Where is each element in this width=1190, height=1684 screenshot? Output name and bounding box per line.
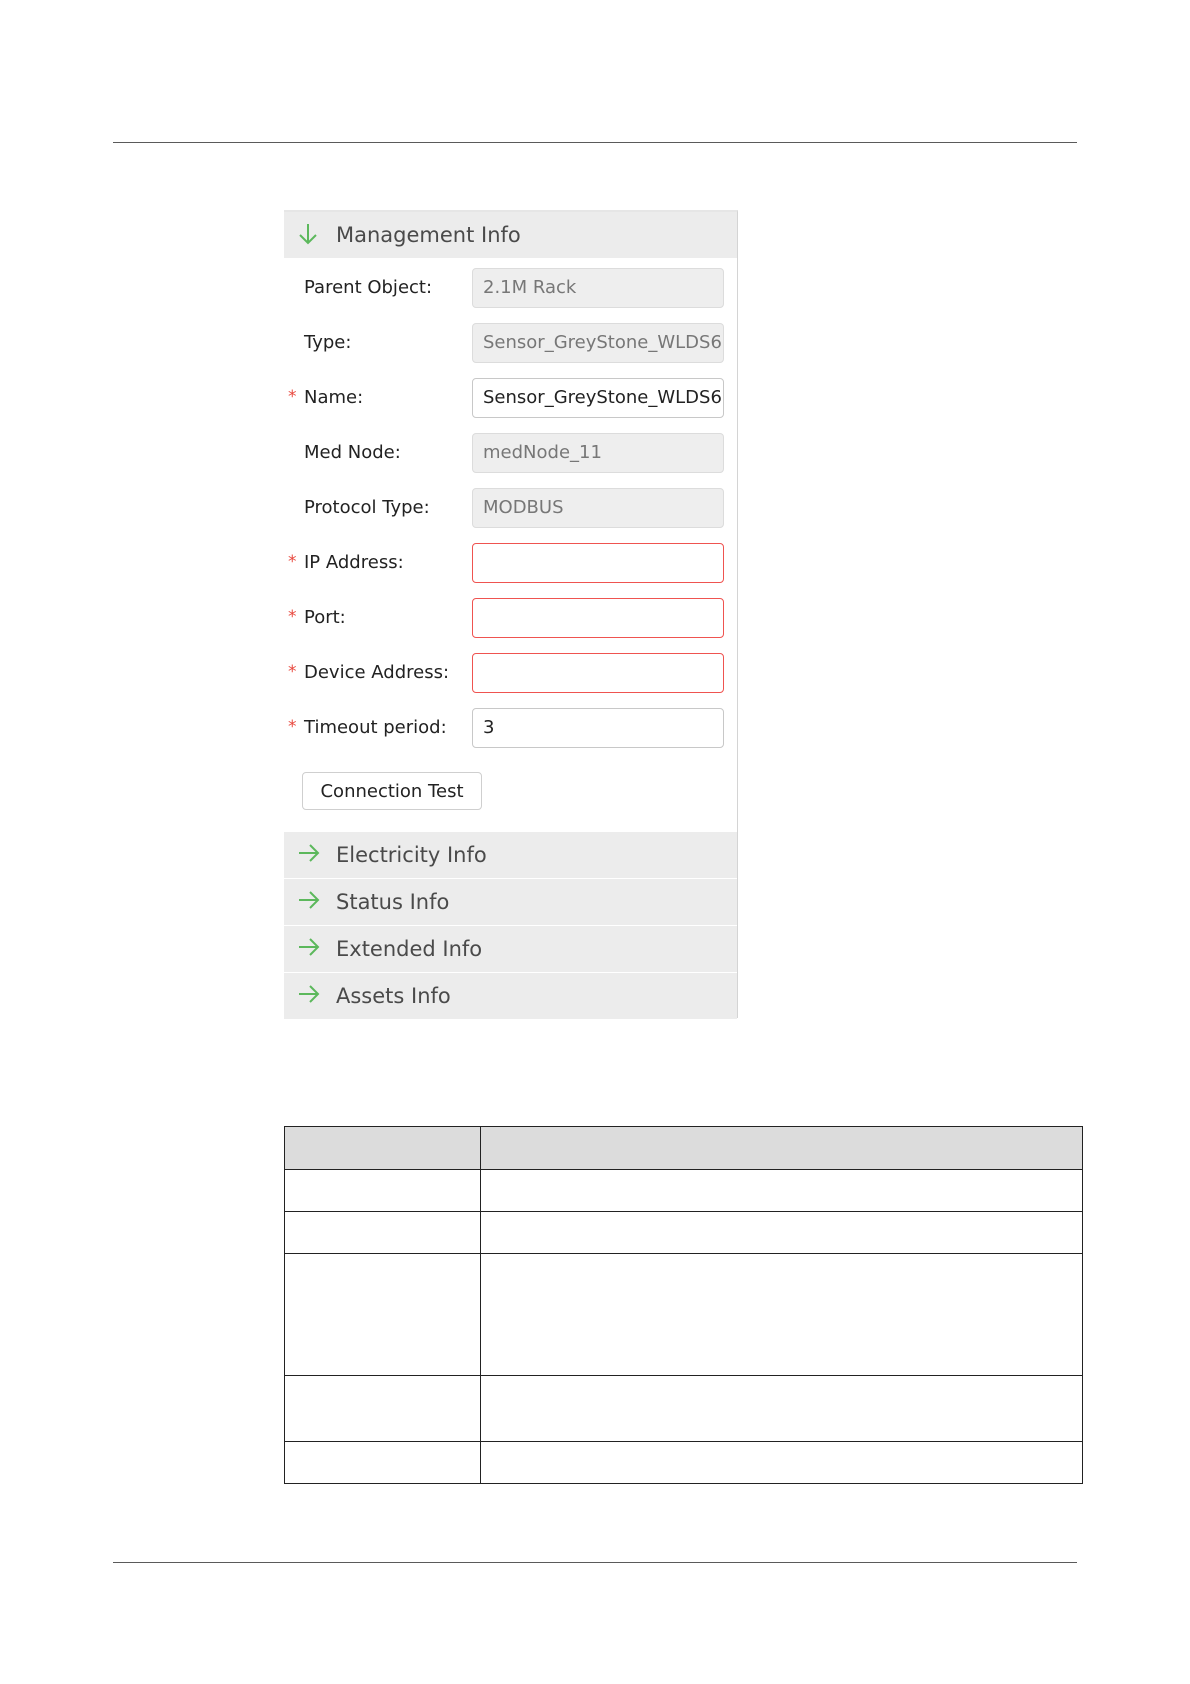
section-header-status-info[interactable] [284, 879, 737, 925]
protocol-type-field: MODBUS [472, 488, 724, 528]
section-header-management-info[interactable] [284, 212, 737, 258]
section-title: Management Info [336, 223, 521, 247]
table-row [285, 1254, 1083, 1376]
required-mark: * [288, 607, 297, 627]
field-label: Type: [304, 332, 352, 353]
type-field: Sensor_GreyStone_WLDS6 [472, 323, 724, 363]
ip-address-input[interactable] [472, 543, 724, 583]
page-footer-rule [113, 1562, 1077, 1563]
med-node-field: medNode_11 [472, 433, 724, 473]
table-cell [481, 1442, 1083, 1484]
table-cell [481, 1170, 1083, 1212]
field-label: Timeout period: [304, 717, 447, 738]
field-row-parent-object [284, 268, 737, 308]
device-address-input[interactable] [472, 653, 724, 693]
field-row-med-node [284, 433, 737, 473]
port-input[interactable] [472, 598, 724, 638]
parameter-description-table [284, 1126, 1083, 1484]
table-cell [481, 1212, 1083, 1254]
table-cell [285, 1212, 481, 1254]
field-label: Med Node: [304, 442, 401, 463]
required-mark: * [288, 717, 297, 737]
table-cell [481, 1376, 1083, 1442]
section-header-extended-info[interactable] [284, 926, 737, 972]
field-row-name [284, 378, 737, 418]
field-row-timeout-period [284, 708, 737, 748]
table-cell [285, 1254, 481, 1376]
required-mark: * [288, 552, 297, 572]
name-input[interactable]: Sensor_GreyStone_WLDS6 [472, 378, 724, 418]
table-header-row [285, 1127, 1083, 1170]
arrow-right-icon [296, 841, 324, 869]
field-row-device-address [284, 653, 737, 693]
field-label: Name: [304, 387, 364, 408]
field-row-ip-address [284, 543, 737, 583]
field-label: Protocol Type: [304, 497, 430, 518]
section-header-electricity-info[interactable] [284, 832, 737, 878]
field-label: Parent Object: [304, 277, 433, 298]
arrow-right-icon [296, 935, 324, 963]
table-cell [285, 1376, 481, 1442]
field-label: IP Address: [304, 552, 404, 573]
table-row [285, 1442, 1083, 1484]
device-properties-panel [284, 210, 738, 1018]
table-row [285, 1376, 1083, 1442]
field-label: Device Address: [304, 662, 450, 683]
parent-object-field: 2.1M Rack [472, 268, 724, 308]
field-row-port [284, 598, 737, 638]
section-header-assets-info[interactable] [284, 973, 737, 1019]
field-row-protocol-type [284, 488, 737, 528]
arrow-right-icon [296, 982, 324, 1010]
required-mark: * [288, 387, 297, 407]
table-header-cell [285, 1127, 481, 1170]
table-row [285, 1212, 1083, 1254]
table-cell [285, 1170, 481, 1212]
section-title: Status Info [336, 890, 450, 914]
required-mark: * [288, 662, 297, 682]
table-header-cell [481, 1127, 1083, 1170]
table-cell [481, 1254, 1083, 1376]
field-label: Port: [304, 607, 346, 628]
connection-test-button[interactable]: Connection Test [302, 772, 482, 810]
table-cell [285, 1442, 481, 1484]
section-title: Electricity Info [336, 843, 487, 867]
timeout-period-input[interactable]: 3 [472, 708, 724, 748]
section-title: Extended Info [336, 937, 483, 961]
arrow-down-icon [296, 221, 324, 249]
section-title: Assets Info [336, 984, 451, 1008]
arrow-right-icon [296, 888, 324, 916]
table-row [285, 1170, 1083, 1212]
field-row-type [284, 323, 737, 363]
page-header-rule [113, 142, 1077, 143]
